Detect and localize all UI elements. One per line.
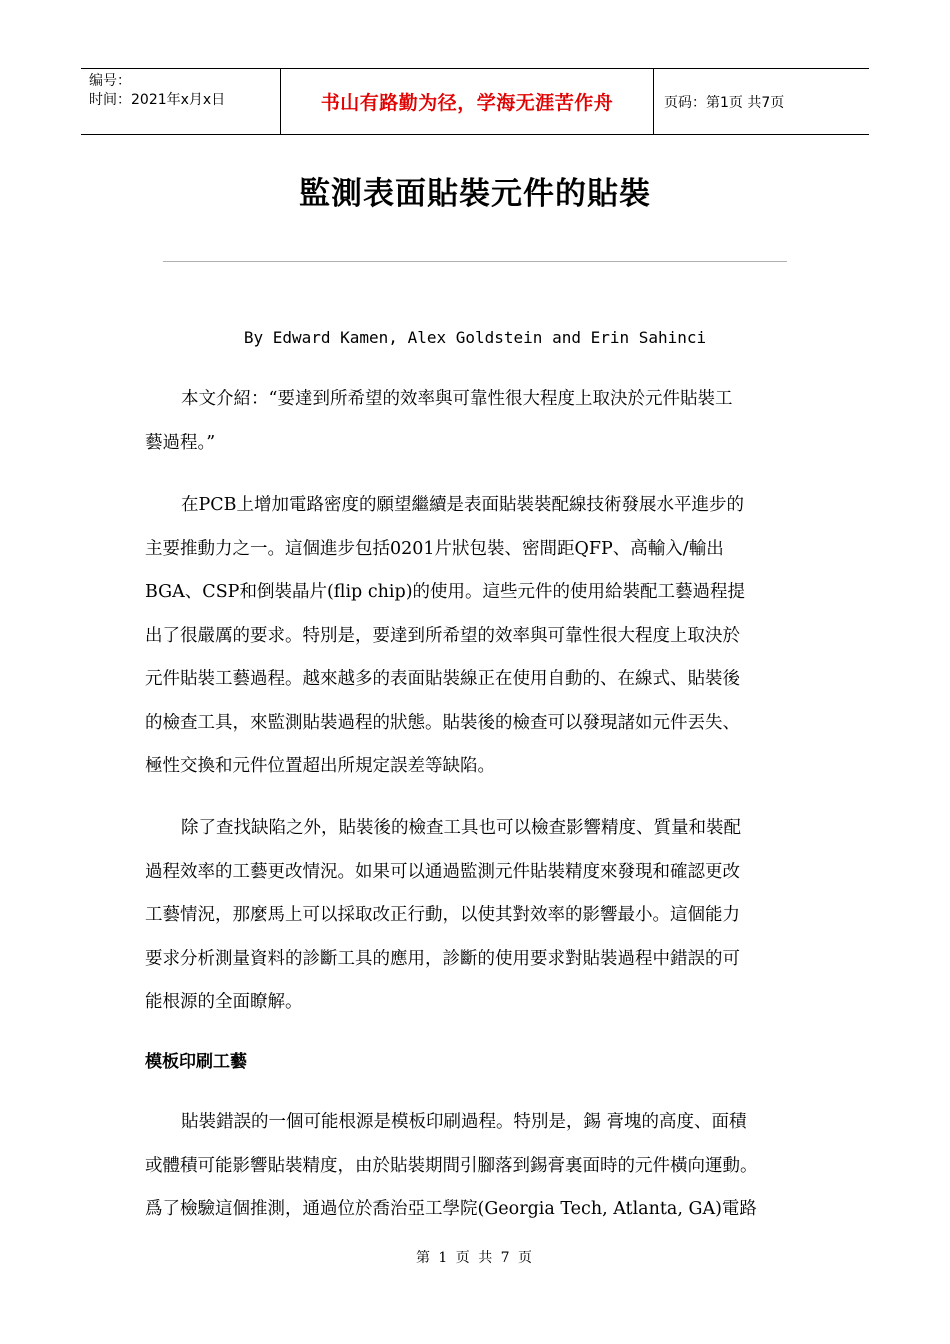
page-footer: 第 1 页 共 7 页 [415,1250,535,1266]
intro-paragraph [145,378,805,465]
paragraph-line: 極性交換和元件位置超出所規定誤差等缺陷。 [145,756,495,776]
paragraph-line: 主要推動力之一。這個進步包括0201片狀包裝、密間距QFP、高輸入/輸出 [145,538,724,559]
paragraph-line: 的檢查工具，來監測貼裝過程的狀態。貼裝後的檢查可以發現諸如元件丟失、 [145,712,740,733]
body-paragraph [145,484,805,789]
paragraph-line: 要求分析測量資料的診斷工具的應用，診斷的使用要求對貼裝過程中錯誤的可 [145,948,740,969]
number-label: 编号： [89,73,131,89]
paragraph-line: 除了查找缺陷之外，貼裝後的檢查工具也可以檢查影響精度、質量和裝配 [181,818,741,838]
paragraph-line: 出了很嚴厲的要求。特別是，要達到所希望的效率與可靠性很大程度上取決於 [145,625,740,646]
paragraph-line: 本文介紹：“要達到所希望的效率與可靠性很大程度上取決於元件貼裝工 [181,389,733,409]
author-byline: By Edward Kamen, Alex Goldstein and Erin Sahinci [243,328,707,347]
section-paragraph [145,1101,805,1232]
paragraph-line: 或體積可能影響貼裝精度，由於貼裝期間引腳落到錫膏裏面時的元件橫向運動。 [145,1155,758,1176]
paragraph-line: 元件貼裝工藝過程。越來越多的表面貼裝線正在使用自動的、在線式、貼裝後 [145,669,740,689]
document-header [81,68,869,135]
header-meta-cell [81,69,281,134]
paragraph-line: 貼裝錯誤的一個可能根源是模板印刷過程。特別是，錫 膏塊的高度、面積 [181,1112,747,1132]
paragraph-line: 過程效率的工藝更改情況。如果可以通過監測元件貼裝精度來發現和確認更改 [145,861,740,882]
section-heading: 模板印刷工藝 [145,1052,247,1072]
header-motto-cell [281,69,654,134]
page-info: 页码：第1页 共7页 [664,94,785,111]
paragraph-line: 爲了檢驗這個推測，通過位於喬治亞工學院(Georgia Tech, Atlanta, GA)電路 [145,1199,757,1219]
body-paragraph [145,807,805,1025]
paragraph-line: 能根源的全面瞭解。 [145,992,303,1012]
paragraph-line: BGA、CSP和倒裝晶片(flip chip)的使用。這些元件的使用給裝配工藝過程提 [145,582,746,602]
document-title: 監測表面貼裝元件的貼裝 [299,176,651,212]
motto-text: 书山有路勤为径，学海无涯苦作舟 [320,92,614,114]
title-divider [163,261,787,262]
header-page-cell [654,69,869,134]
paragraph-line: 藝過程。” [145,432,216,453]
paragraph-line: 工藝情況，那麼馬上可以採取改正行動，以使其對效率的影響最小。這個能力 [145,905,740,925]
paragraph-line: 在PCB上增加電路密度的願望繼續是表面貼裝裝配線技術發展水平進步的 [181,495,745,515]
time-label: 时间：2021年x月x日 [89,92,226,108]
